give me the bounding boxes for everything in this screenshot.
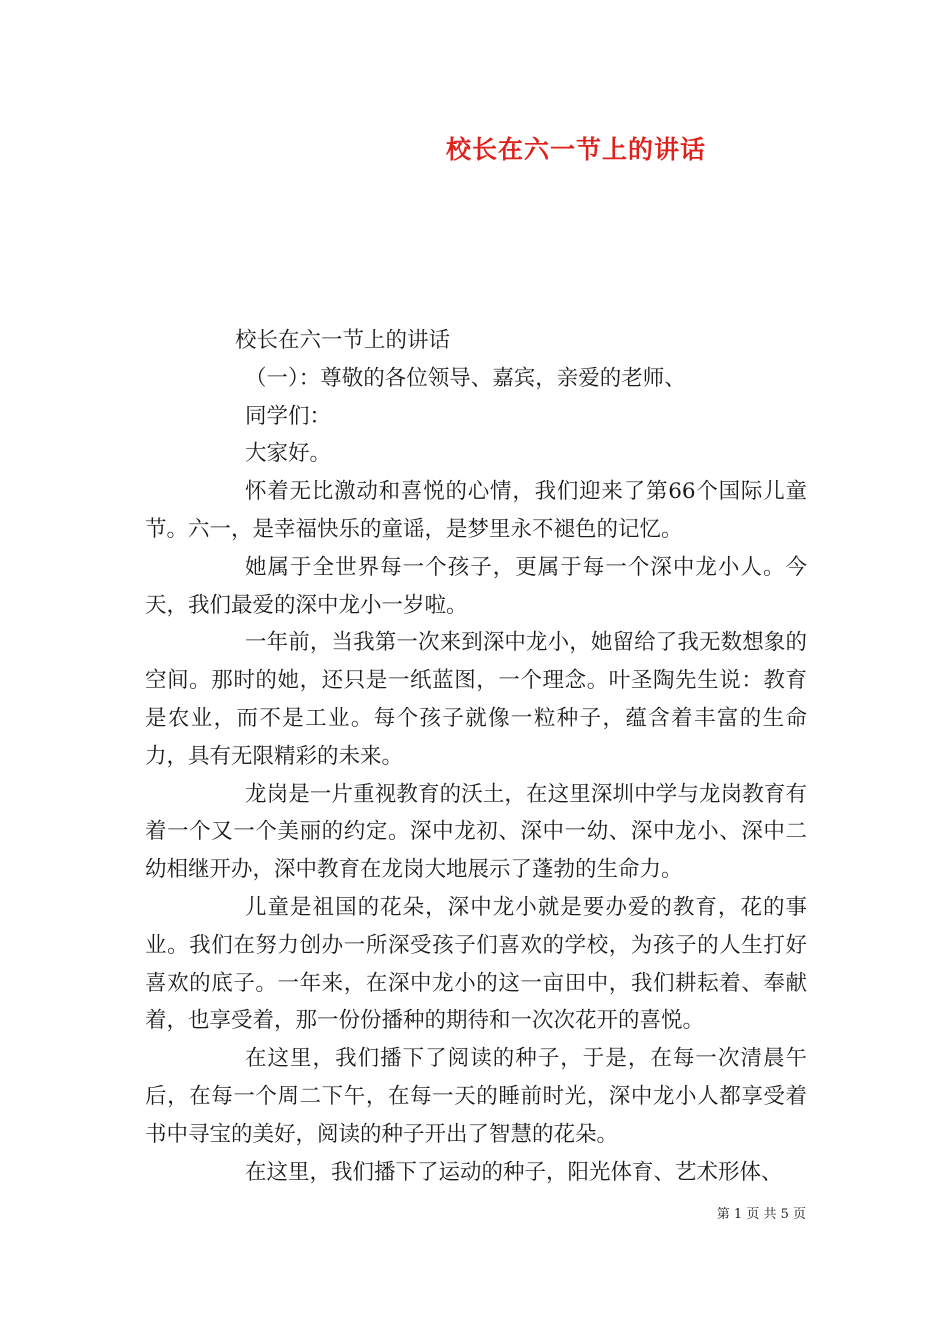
paragraph: 在这里，我们播下了阅读的种子，于是，在每一次清晨午后，在每一个周二下午，在每一天的睡前时光，深中龙小人都享受着书中寻宝的美好，阅读的种子开出了智慧的花朵。 [145,1046,807,1147]
greeting-continuation: 同学们： [245,403,332,429]
hello-line: 大家好。 [245,441,332,467]
paragraph: 她属于全世界每一个孩子，更属于每一个深中龙小人。今天，我们最爱的深中龙小一岁啦。 [145,554,807,618]
document-body [145,322,807,1191]
paragraph: 龙岗是一片重视教育的沃土，在这里深圳中学与龙岗教育有着一个又一个美丽的约定。深中龙初、深中一幼、深中龙小、深中二幼相继开办，深中教育在龙岗大地展示了蓬勃的生命力。 [145,781,807,883]
paragraph: 在这里，我们播下了运动的种子，阳光体育、艺术形体、 [245,1159,783,1185]
page-number: 第 1 页 共 5 页 [716,1207,806,1222]
paragraph: 儿童是祖国的花朵，深中龙小就是要办爱的教育，花的事业。我们在努力创办一所深受孩子们喜欢的学校，为孩子的人生打好喜欢的底子。一年来，在深中龙小的这一亩田中，我们耕耘着、奉献着，也享受着，那一份份播种的期待和一次次花开的喜悦。 [145,894,807,1034]
paragraph: 一年前，当我第一次来到深中龙小，她留给了我无数想象的空间。那时的她，还只是一纸蓝图，一个理念。叶圣陶先生说：教育是农业，而不是工业。每个孩子就像一粒种子，蕴含着丰富的生命力，具有无限精彩的未来。 [145,630,807,769]
greeting-line: （一）：尊敬的各位领导、嘉宾，亲爱的老师、 [245,365,686,391]
body-heading: 校长在六一节上的讲话 [235,328,451,353]
paragraph: 怀着无比激动和喜悦的心情，我们迎来了第66个国际儿童节。六一，是幸福快乐的童谣，是梦里永不褪色的记忆。 [145,479,807,542]
document-title: 校长在六一节上的讲话 [445,135,706,164]
